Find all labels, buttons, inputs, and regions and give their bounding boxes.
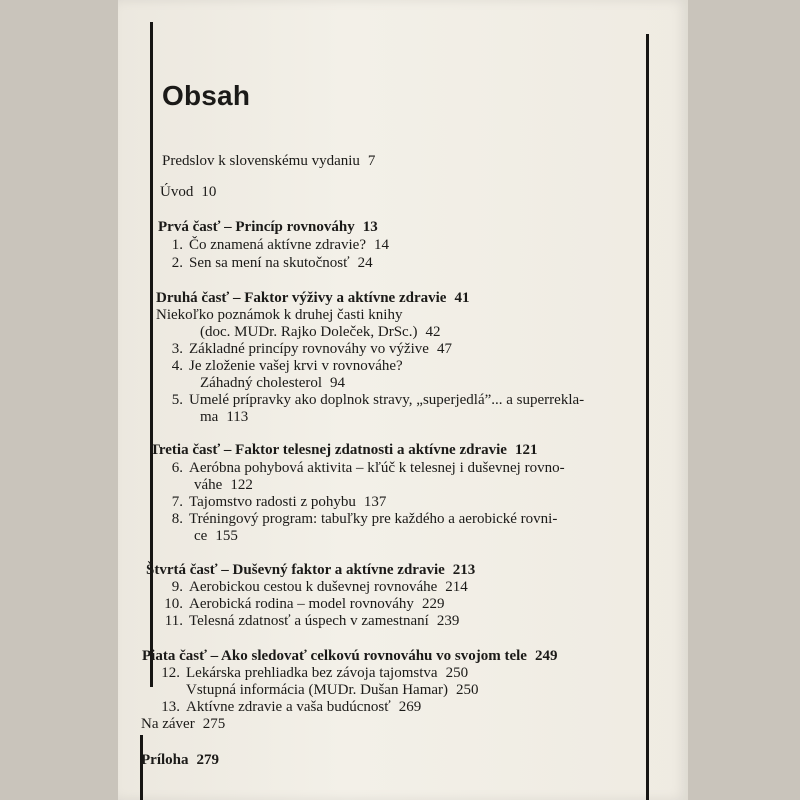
toc-entry xyxy=(163,596,444,613)
toc-label: Telesná zdatnosť a úspech v zamestnaní xyxy=(189,613,429,629)
part-heading-1 xyxy=(158,219,378,236)
toc-entry xyxy=(163,494,386,511)
toc-label: Aeróbna pohybová aktivita – kľúč k telesnej i duševnej rovno- xyxy=(189,460,565,476)
toc-page: 239 xyxy=(436,613,460,629)
toc-entry-intro xyxy=(160,184,216,201)
toc-page: 229 xyxy=(421,596,445,612)
page-title: Obsah xyxy=(162,80,251,111)
toc-page: 13 xyxy=(362,219,378,235)
chapter-number: 11. xyxy=(164,613,183,629)
part-heading-5 xyxy=(142,648,557,665)
part-heading-label: Štvrtá časť – Duševný faktor a aktívne zdravie xyxy=(146,562,445,578)
toc-page: 7 xyxy=(367,153,376,169)
toc-page: 24 xyxy=(357,255,373,271)
toc-entry xyxy=(163,237,389,254)
toc-label: Predslov k slovenskému vydaniu xyxy=(162,153,360,169)
part-heading-label: Druhá časť – Faktor výživy a aktívne zdravie xyxy=(156,290,447,306)
toc-label: ce xyxy=(194,528,208,544)
chapter-number: 9. xyxy=(171,579,183,595)
part-heading-label: Prvá časť – Princíp rovnováhy xyxy=(158,219,355,235)
toc-label: Tréningový program: tabuľky pre každého a aerobické rovni- xyxy=(189,511,558,527)
toc-entry xyxy=(163,392,584,409)
part-heading-2 xyxy=(156,290,469,307)
chapter-number: 5. xyxy=(171,392,183,408)
toc-label: Základné princípy rovnováhy vo výžive xyxy=(189,341,429,357)
toc-entry-continued xyxy=(200,375,345,392)
toc-label: Tajomstvo radosti z pohybu xyxy=(189,494,356,510)
toc-page: 269 xyxy=(398,699,422,715)
toc-label: (doc. MUDr. Rajko Doleček, DrSc.) xyxy=(200,324,418,340)
chapter-number: 7. xyxy=(171,494,183,510)
part-heading-label: Piata časť – Ako sledovať celkovú rovnováhu vo svojom tele xyxy=(142,648,527,664)
toc-page: 137 xyxy=(363,494,387,510)
toc-label: váhe xyxy=(194,477,223,493)
toc-page: 213 xyxy=(452,562,476,578)
toc-page: 41 xyxy=(454,290,470,306)
toc-page: 94 xyxy=(330,375,346,391)
toc-note-author xyxy=(200,324,440,341)
toc-entry xyxy=(163,255,373,272)
toc-entry-appendix xyxy=(141,752,219,769)
toc-label: Niekoľko poznámok k druhej časti knihy xyxy=(156,307,403,323)
toc-page: 42 xyxy=(425,324,441,340)
chapter-number: 6. xyxy=(171,460,183,476)
toc-label: Príloha xyxy=(141,752,189,768)
toc-page: 121 xyxy=(514,442,538,458)
toc-page: 214 xyxy=(445,579,468,595)
toc-label: Úvod xyxy=(160,184,194,200)
toc-page: 155 xyxy=(215,528,238,544)
toc-entry-continued xyxy=(200,409,248,426)
toc-entry xyxy=(163,511,557,528)
chapter-number: 8. xyxy=(171,511,183,527)
right-margin-rule xyxy=(646,34,649,800)
toc-page: 47 xyxy=(436,341,452,357)
toc-entry xyxy=(163,358,403,375)
toc-entry xyxy=(163,613,459,630)
chapter-number: 3. xyxy=(171,341,183,357)
toc-label: Je zloženie vašej krvi v rovnováhe? xyxy=(189,358,403,374)
toc-label: Aktívne zdravie a vaša budúcnosť xyxy=(186,699,391,715)
toc-entry xyxy=(163,579,468,596)
toc-label: Aerobická rodina – model rovnováhy xyxy=(189,596,414,612)
toc-entry-sub xyxy=(186,682,479,699)
chapter-number: 2. xyxy=(171,255,183,271)
toc-label: Záhadný cholesterol xyxy=(200,375,323,391)
chapter-number: 1. xyxy=(171,237,183,253)
toc-entry-continued xyxy=(194,477,253,494)
toc-entry-closing xyxy=(141,716,225,733)
toc-page: 10 xyxy=(201,184,217,200)
toc-entry xyxy=(160,699,421,716)
toc-label: Sen sa mení na skutočnosť xyxy=(189,255,350,271)
chapter-number: 10. xyxy=(164,596,183,612)
toc-entry-preface xyxy=(162,153,375,170)
toc-page: 14 xyxy=(374,237,389,253)
toc-entry xyxy=(163,460,565,477)
toc-label: Na záver xyxy=(141,716,195,732)
toc-page: 275 xyxy=(202,716,226,732)
toc-page: 279 xyxy=(196,752,219,768)
chapter-number: 13. xyxy=(161,699,180,715)
toc-entry-continued xyxy=(194,528,238,545)
toc-page: 122 xyxy=(230,477,253,493)
toc-page: 250 xyxy=(445,665,469,681)
toc-entry xyxy=(160,665,468,682)
toc-page: 250 xyxy=(456,682,479,698)
toc-page: 249 xyxy=(534,648,558,664)
left-margin-rule xyxy=(150,22,153,687)
part-heading-3 xyxy=(150,442,537,459)
toc-label: Čo znamená aktívne zdravie? xyxy=(189,237,366,253)
part-heading-4 xyxy=(146,562,475,579)
toc-page: 113 xyxy=(226,409,249,425)
toc-entry xyxy=(163,341,452,358)
toc-label: Lekárska prehliadka bez závoja tajomstva xyxy=(186,665,438,681)
toc-label: ma xyxy=(200,409,219,425)
chapter-number: 12. xyxy=(161,665,180,681)
toc-label: Aerobickou cestou k duševnej rovnováhe xyxy=(189,579,438,595)
toc-label: Umelé prípravky ako doplnok stravy, „superjedlá”... a superrekla- xyxy=(189,392,585,408)
toc-note xyxy=(156,307,402,324)
chapter-number: 4. xyxy=(171,358,183,374)
part-heading-label: Tretia časť – Faktor telesnej zdatnosti a aktívne zdravie xyxy=(150,442,507,458)
toc-label: Vstupná informácia (MUDr. Dušan Hamar) xyxy=(186,682,449,698)
